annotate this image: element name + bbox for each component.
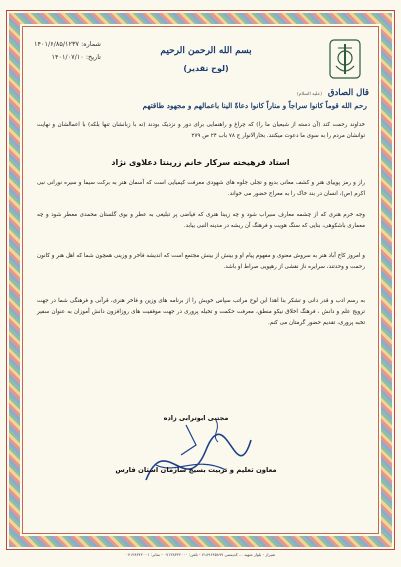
body-paragraph: راز و رمز پوییای هنر و کشف معانی بدیع و تجلی جلوه های شهودی معرفت کیمیایی است که آسمان هنر به برکت سیما و سیره نورانی نبی اکرم (ص)، انسان در بند خاک را به معراج حضور می خواند. — [37, 180, 365, 197]
signatory-name: مجتبی ابوترابی زاده — [163, 414, 229, 422]
emblem-icon — [326, 36, 364, 82]
body-paragraph: وجه خرم هنری که از چشمه معارف سیراب شود و چه زیبنا هنری که فیاضی پر تبلیغی به عطر و بوی گلستان محمدی معطر شود و چه معماری باشکوهی، بنایی که سنگ هویت و فرهنگ آن ریشه در مدینه النبی بیابد. — [37, 212, 365, 229]
handwritten-signature — [116, 410, 266, 510]
recipient-name: استاد فرهیخته سرکار خانم زرینتا دعلاوی نژاد — [111, 158, 290, 167]
document-date: تاریخ: ۱۴۰۱/۰۷/۱۰ — [51, 53, 101, 61]
basmala: بسم الله الرحمن الرحیم — [160, 46, 252, 56]
footer-address: شیراز - بلوار شهید ... کدپستی ۷۱۸۹۶۴۵۸۹۷ - تلفن: ۰۷۱۳۸۳۴۲۰۰۰ - نمابر: ۰۷۱۳۸۳۴۲۰۰۱ — [125, 552, 276, 557]
body-paragraph: به رسم ادب و قدر دانی و تشکر بنا اهدا این لوح مراتب سپاس خویش را از برنامه های وزین و فاخر هنری، قرآنی و فرهنگی شما در جهت ترویج علم و دانش ، فرهنگ اخلاق نیکو منطق، معرفت حکمت و تخیله پروری در جهت موفقیت های روزافزون دانش آموزان به عنوان سفیر تخبه پروری، تقدیم حضور گرمتان می کنم. — [37, 298, 365, 326]
certificate-content — [26, 30, 375, 530]
hadith-translation: خداوند رحمت کند (آن دسته از شیعیان ما را) که چراغ و راهنمایی برای دور و نزدیک بودند (نه با زبانشان تنها بلکه) با اعمالشان و نهایت توانشان مردم را به سوی ما دعوت میکنند. بحارالانوار ج ۷۸ باب ۲۴ ص ۲۷۹ — [37, 122, 365, 139]
signatory-title: معاون تعلیم و تربیت بسیج سازمان استان فارس — [115, 466, 277, 474]
document-number: شماره: ۱۴۰۱/۶/۸۵/۱۲۳۷ — [34, 40, 101, 48]
document-title: (لوح تقدیر) — [183, 64, 229, 73]
document-meta — [34, 38, 101, 64]
hadith-heading: قال الصادق (علیه السلام) — [296, 88, 369, 98]
body-paragraph: و امروز کاخ آباد هنر به سروش معنوی و مفهوم پیام او و بینش از بینش مجتمع است که اندیشه فاخر و وزینی همچون شما که اهل هنر و کانون رحمت و وحدتند، سرایره ناز نقشی از رهپویی صراط او باشد. — [37, 253, 365, 270]
hadith-text: رحم الله قوماً کانوا سراجاً و مناراً کانوا دعاةً الینا باعمالهم و مجهود طاقتهم — [142, 101, 367, 110]
hadith-source: (علیه السلام) — [296, 92, 322, 97]
